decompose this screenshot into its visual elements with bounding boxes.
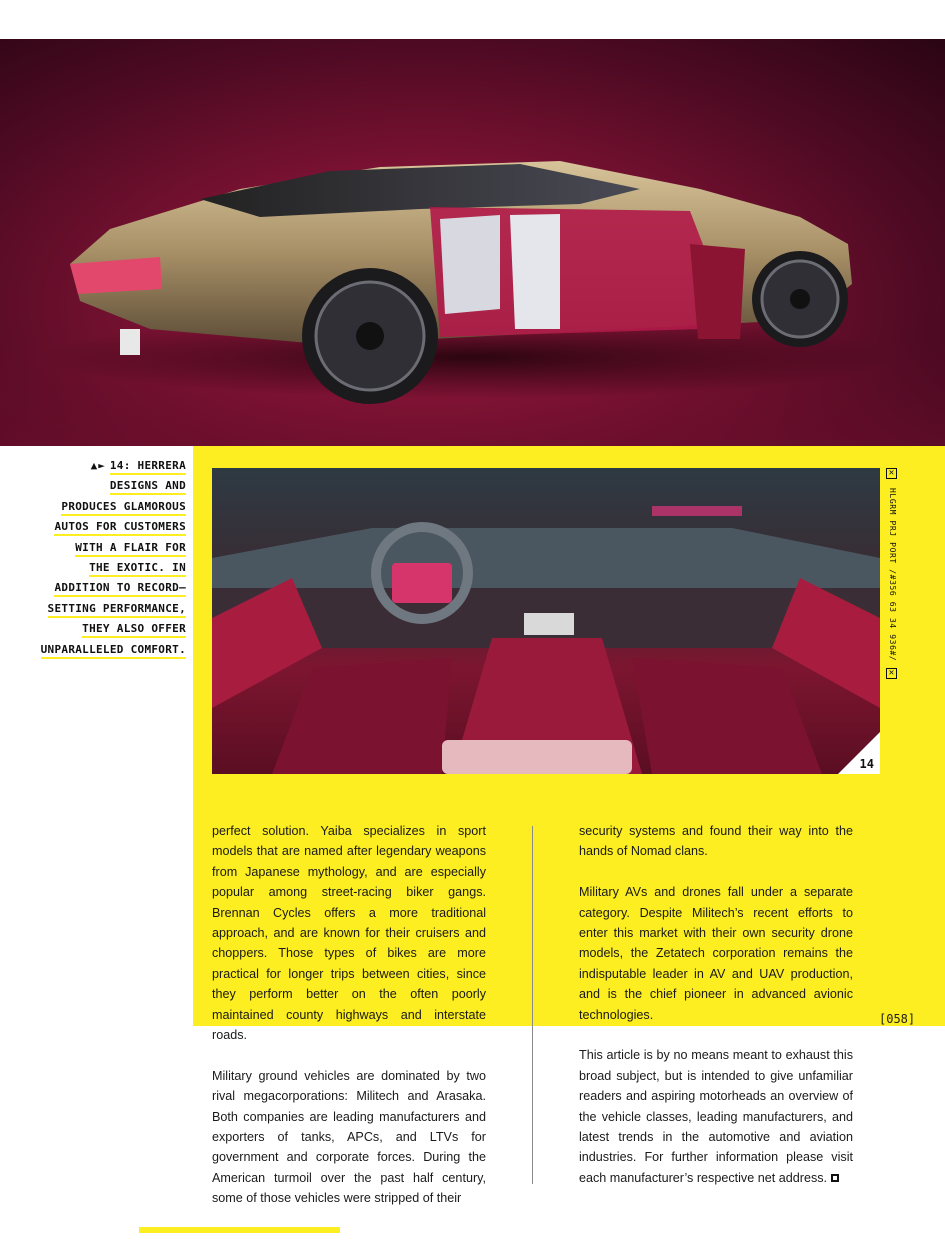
- body-paragraph: Military AVs and drones fall under a separate category. Despite Militech’s recent efforts to enter this market with their own security drone models, the Zetatech corporation remains the indisputable leader in AV and UAV production, and is the chief pioneer in advanced avionic technologies.: [579, 885, 853, 1022]
- image-caption: [20, 456, 186, 660]
- end-mark-icon: [831, 1174, 839, 1182]
- right-text-column: [579, 821, 853, 1209]
- close-box-icon: ✕: [886, 668, 897, 679]
- page-folio: [058]: [879, 1012, 916, 1026]
- side-code-strip: [884, 466, 904, 682]
- caption-line: ADDITION TO RECORD–: [54, 581, 186, 597]
- caption-line: UNPARALLELED COMFORT.: [41, 643, 186, 659]
- close-box-icon: ✕: [886, 468, 897, 479]
- interior-image: [212, 468, 880, 774]
- left-text-column: [212, 821, 486, 1229]
- caption-marker: ▲►: [90, 459, 106, 472]
- caption-line: SETTING PERFORMANCE,: [48, 602, 186, 618]
- hero-car-image: [0, 39, 945, 446]
- body-paragraph-text: This article is by no means meant to exhaust this broad subject, but is intended to give unfamiliar readers and aspiring motorheads an overview of the vehicle classes, leading manufacturers, and latest trends in the automotive and aviation industries. For further information please visit each manufacturer’s respective net address.: [579, 1048, 853, 1185]
- body-paragraph: security systems and found their way into the hands of Nomad clans.: [579, 824, 853, 859]
- body-paragraph-last: [579, 1045, 853, 1188]
- body-paragraph: Military ground vehicles are dominated by two rival megacorporations: Militech and Arasaka. Both companies are leading manufacturers and exporters of tanks, APCs, and LTVs for government and corporate forces. During the American turmoil over the past half century, some of those vehicles were stripped of their: [212, 1068, 486, 1206]
- car-illustration: [0, 39, 945, 446]
- caption-line: THEY ALSO OFFER: [82, 622, 186, 638]
- caption-line: PRODUCES GLAMOROUS: [61, 500, 186, 516]
- side-code-text: HLGRM PRJ PORT /#356 63 34 936#/: [888, 488, 897, 662]
- caption-line: 14: HERRERA: [110, 459, 186, 475]
- image-number: 14: [859, 757, 874, 771]
- caption-line: DESIGNS AND: [110, 479, 186, 495]
- interior-illustration: [212, 468, 880, 774]
- bottom-accent-bar: [139, 1227, 340, 1233]
- body-paragraph: perfect solution. Yaiba specializes in sport models that are named after legendary weapons from Japanese mythology, and are especially popular among street-racing biker gangs. Brennan Cycles offers a more traditional approach, and are known for their cruisers and choppers. Those types of bikes are more practical for longer trips between cities, since they perform better on the often poorly maintained county highways and interstate roads.: [212, 824, 486, 1043]
- column-divider: [532, 826, 533, 1184]
- caption-line: WITH A FLAIR FOR: [75, 541, 186, 557]
- caption-line: THE EXOTIC. IN: [89, 561, 186, 577]
- caption-line: AUTOS FOR CUSTOMERS: [54, 520, 186, 536]
